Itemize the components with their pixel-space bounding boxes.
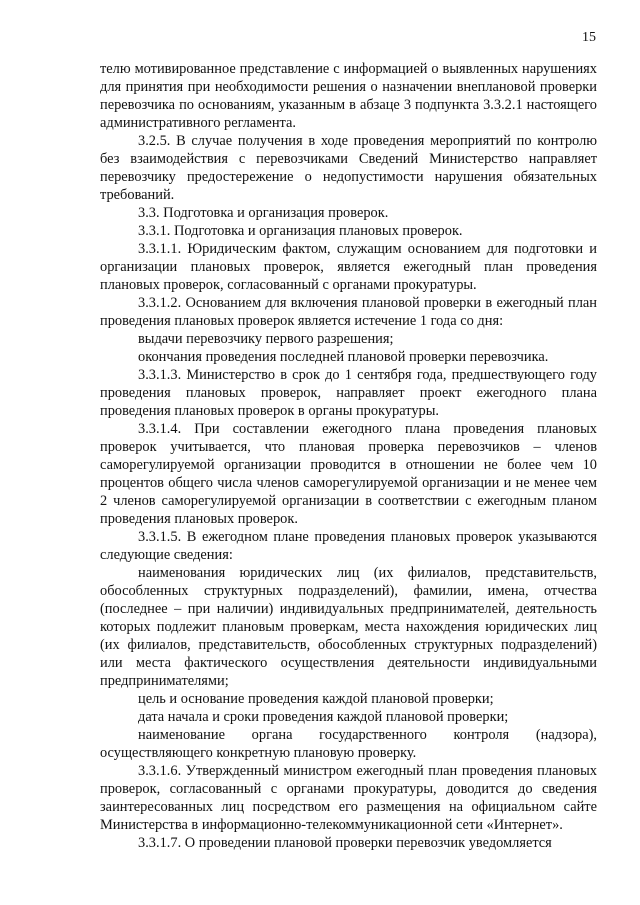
paragraph: 3.3.1.4. При составлении ежегодного плана проведения плановых проверок учитывается, что плановая проверка перевозчиков – членов саморегулируемой организации проводится в отношении не более чем 10 процентов общего числа членов саморегулируемой организации и не менее чем 2 членов саморегулируемой организации в соответствии с ежегодным планом проведения плановых проверок. [100, 421, 597, 527]
list-item: наименование органа государственного контроля (надзора), осуществляющего конкретную плановую проверку. [100, 727, 597, 761]
list-item: окончания проведения последней плановой проверки перевозчика. [138, 349, 549, 365]
list-item: цель и основание проведения каждой плановой проверки; [138, 691, 494, 707]
paragraph: 3.2.5. В случае получения в ходе проведения мероприятий по контролю без взаимодействия с перевозчиками Сведений Министерство направляет перевозчику предостережение о недопустимости нарушения обязательных требований. [100, 133, 597, 203]
paragraph: 3.3.1.3. Министерство в срок до 1 сентября года, предшествующего году проведения плановых проверок, направляет проект ежегодного плана проведения плановых проверок в органы прокуратуры. [100, 367, 597, 419]
list-item: дата начала и сроки проведения каждой плановой проверки; [138, 709, 509, 725]
paragraph: 3.3.1.7. О проведении плановой проверки перевозчик уведомляется [138, 835, 552, 851]
page-number: 15 [582, 30, 596, 45]
paragraph: 3.3.1.5. В ежегодном плане проведения плановых проверок указываются следующие сведения: [100, 529, 597, 563]
paragraph: 3.3.1.1. Юридическим фактом, служащим основанием для подготовки и организации плановых проверок, является ежегодный план проведения плановых проверок, согласованный с органами прокуратуры. [100, 241, 597, 293]
list-item: выдачи перевозчику первого разрешения; [138, 331, 394, 347]
paragraph: 3.3.1.2. Основанием для включения плановой проверки в ежегодный план проведения плановых проверок является истечение 1 года со дня: [100, 295, 597, 329]
paragraph: телю мотивированное представление с информацией о выявленных нарушениях для принятия при необходимости решения о назначении внеплановой проверки перевозчика по основаниям, указанным в абзаце 3 подпункта 3.3.2.1 настоящего административного регламента. [100, 61, 597, 131]
paragraph: 3.3.1.6. Утвержденный министром ежегодный план проведения плановых проверок, согласованный с органами прокуратуры, доводится до сведения заинтересованных лиц посредством его размещения на официальном сайте Министерства в информационно-телекоммуникационной сети «Интернет». [100, 763, 597, 833]
subsection-heading: 3.3.1. Подготовка и организация плановых проверок. [138, 223, 463, 239]
section-heading: 3.3. Подготовка и организация проверок. [138, 205, 389, 221]
document-body [100, 60, 597, 852]
list-item: наименования юридических лиц (их филиалов, представительств, обособленных структурных подразделений), фамилии, имена, отчества (последнее – при наличии) индивидуальных предпринимателей, деятельность которых подлежит плановым проверкам, места нахождения юридических лиц (их филиалов, представительств, обособленных структурных подразделений) или места фактического осуществления деятельности индивидуальными предпринимателями; [100, 565, 597, 689]
